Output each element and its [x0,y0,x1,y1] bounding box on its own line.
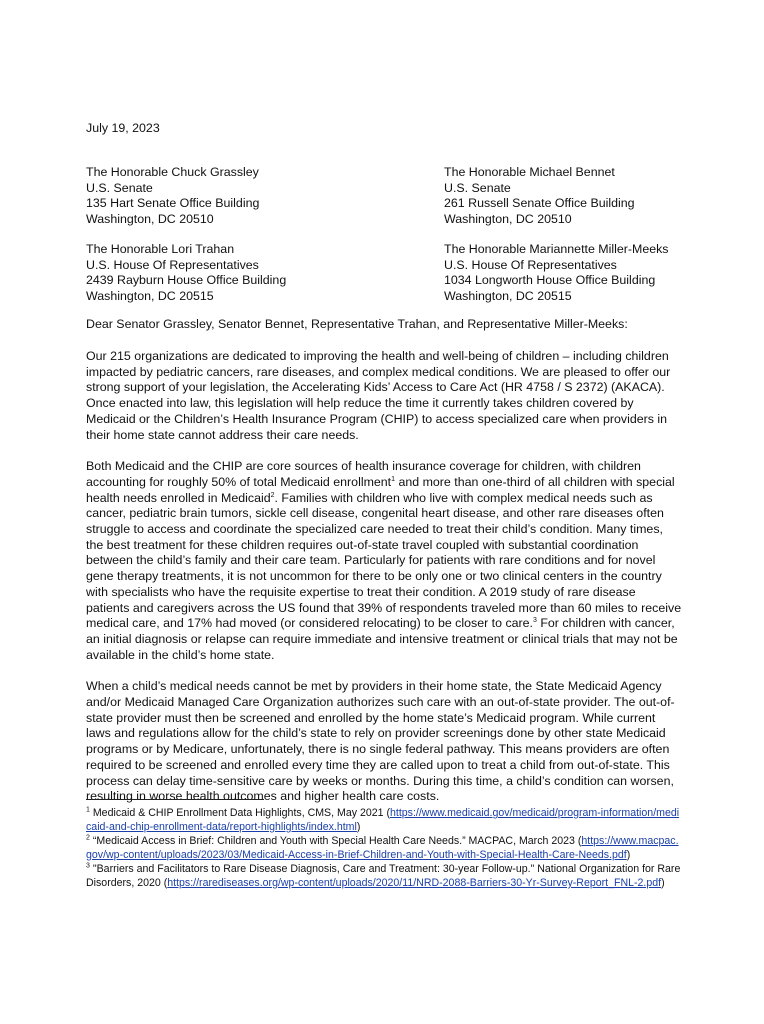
letter-body [86,349,682,821]
footnotes [86,807,682,892]
footnote-1 [86,807,682,834]
paragraph-text: and more than one-third of all children with special health needs enrolled in Medicaid [86,474,675,505]
addressee-building: 135 Hart Senate Office Building [86,196,260,211]
footnote-text: “Medicaid Access in Brief: Children and Youth with Special Health Care Needs.” MACPAC, March 2023 ( [92,835,582,848]
addressee-office: U.S. House Of Representatives [86,257,259,272]
footnote-number: 2 [86,834,90,842]
addressee-miller-meeks [444,242,669,305]
footnote-tail: ) [626,848,631,861]
addressee-building: 261 Russell Senate Office Building [444,196,635,211]
paragraph-2 [86,459,682,663]
footnote-text: "Barriers and Facilitators to Rare Disease Diagnosis, Care and Treatment: 30-year Follow-up." National Organization for Rare Disorders, 2020 ( [86,863,681,889]
footnote-link[interactable]: https://rarediseases.org/wp-content/uploads/2020/11/NRD-2088-Barriers-30-Yr-Survey-Report_FNL-2.pdf [167,876,662,889]
addressee-name: The Honorable Chuck Grassley [86,165,259,179]
addressee-name: The Honorable Michael Bennet [444,165,615,179]
footnote-link[interactable]: https://www.macpac.gov/wp-content/uploads/2023/03/Medicaid-Access-in-Brief-Children-and-Youth-with-Special-Health-Care-Needs.pdf [86,835,679,861]
letter-date: July 19, 2023 [86,121,160,135]
footnote-link[interactable]: https://www.medicaid.gov/medicaid/program-information/medicaid-and-chip-enrollment-data/report-highlights/index.html [86,807,680,833]
footnote-text: Medicaid & CHIP Enrollment Data Highlights, CMS, May 2021 ( [92,807,390,819]
addressee-office: U.S. Senate [444,180,511,195]
addressee-name: The Honorable Lori Trahan [86,242,235,256]
paragraph-text: . Families with children who live with complex medical needs such as cancer, pediatric brain tumors, sickle cell disease, congenital heart disease, and other rare diseases often struggle to access and coordinate the specialized care needed to treat their child’s condition. Many times, the best treatment for these children requires out-of-state travel coupled with substantial coordination between the child’s family and their care team. Particularly for patients with rare conditions and for novel gene therapy treatments, it is not uncommon for there to be only one or two clinical centers in the country with specialists who have the requisite expertise to treat their condition. A 2019 study of rare disease patients and caregivers across the US found that 39% of respondents traveled more than 60 miles to receive medical care, and 17% had moved (or considered relocating) to be closer to care. [86,490,682,631]
addressee-building: 1034 Longworth House Office Building [444,273,656,288]
addressee-city: Washington, DC 20515 [86,289,214,304]
addressee-office: U.S. Senate [86,180,153,195]
addressee-bennet [444,165,635,228]
addressee-building: 2439 Rayburn House Office Building [86,273,287,288]
addressee-city: Washington, DC 20510 [86,212,214,227]
footnote-tail: ) [661,876,665,889]
footnote-ref: 3 [533,617,537,625]
footnote-ref: 2 [270,491,275,499]
addressee-name: The Honorable Mariannette Miller-Meeks [444,242,669,256]
addressee-city: Washington, DC 20515 [444,289,572,304]
footnote-2 [86,835,682,862]
footnote-ref: 1 [391,475,396,483]
paragraph-3: When a child’s medical needs cannot be met by providers in their home state, the State Medicaid Agency and/or Medicaid Managed Care Organization authorizes such care with an out-of-state provider. The out-of-state provider must then be screened and enrolled by the home state’s Medicaid program. While current laws and regulations allow for the child’s state to rely on provider screenings done by other state Medicaid programs or by Medicare, unfortunately, there is no single federal pathway. This means providers are often required to be screened and enrolled every time they are called upon to treat a child from out-of-state. This process can delay time-sensitive care by weeks or months. During this time, a child’s condition can worsen, resulting in worse health outcomes and higher health care costs. [86,679,675,804]
addressee-trahan [86,242,286,305]
salutation: Dear Senator Grassley, Senator Bennet, Representative Trahan, and Representative Miller-Meeks: [86,317,628,331]
footnote-3 [86,863,682,890]
paragraph-text: For children with cancer, an initial diagnosis or relapse can require immediate and intensive treatment or clinical trials that may not be available in the child’s home state. [86,616,678,662]
addressee-office: U.S. House Of Representatives [444,257,617,272]
addressee-grassley [86,165,259,228]
footnote-tail: ) [356,820,361,833]
paragraph-1: Our 215 organizations are dedicated to improving the health and well-being of children – including children impacted by pediatric cancers, rare diseases, and complex medical conditions. We are pleased to offer our strong support of your legislation, the Accelerating Kids’ Access to Care Act (HR 4758 / S 2372) (AKACA). Once enacted into law, this legislation will help reduce the time it currently takes children covered by Medicaid or the Children’s Health Insurance Program (CHIP) to access specialized care when providers in their home state cannot address their care needs. [86,349,671,442]
footnote-number: 3 [86,862,90,870]
addressee-city: Washington, DC 20510 [444,212,572,227]
footnote-divider [86,799,264,800]
paragraph-text: Both Medicaid and the CHIP are core sources of health insurance coverage for children, with children accounting for roughly 50% of total Medicaid enrollment [86,459,641,489]
footnote-number: 1 [86,806,90,814]
